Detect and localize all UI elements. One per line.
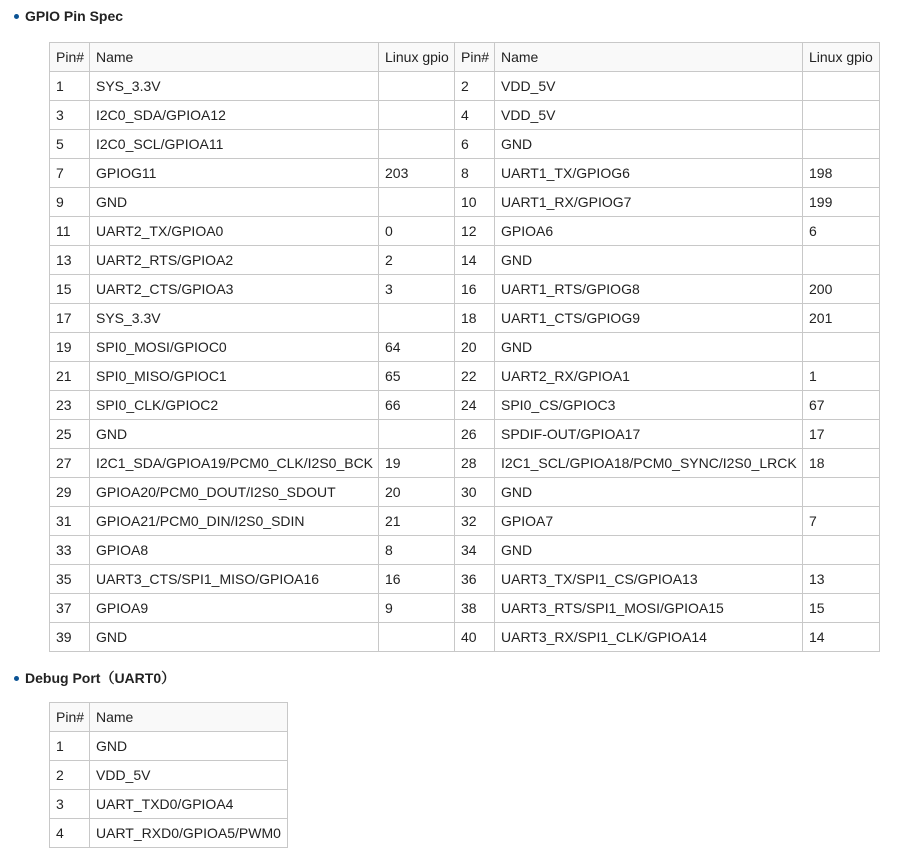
table-row (50, 362, 880, 391)
table-row (50, 623, 880, 652)
linux-gpio-cell: 1 (803, 362, 880, 391)
pin-cell: 4 (50, 819, 90, 848)
name-cell: UART3_CTS/SPI1_MISO/GPIOA16 (90, 565, 379, 594)
linux-gpio-cell: 65 (379, 362, 455, 391)
table-row (50, 159, 880, 188)
pin-cell: 11 (50, 217, 90, 246)
name-cell: SPDIF-OUT/GPIOA17 (495, 420, 803, 449)
header-linux-gpio-right: Linux gpio (803, 43, 880, 72)
name-cell: GND (495, 478, 803, 507)
linux-gpio-cell: 17 (803, 420, 880, 449)
pin-cell: 22 (455, 362, 495, 391)
table-row (50, 246, 880, 275)
linux-gpio-cell (379, 188, 455, 217)
table-row (50, 790, 288, 819)
pin-cell: 33 (50, 536, 90, 565)
name-cell: UART2_RTS/GPIOA2 (90, 246, 379, 275)
debug-heading-text: Debug Port（UART0） (25, 670, 176, 686)
table-row (50, 188, 880, 217)
linux-gpio-cell (379, 72, 455, 101)
linux-gpio-cell: 20 (379, 478, 455, 507)
name-cell: GND (495, 333, 803, 362)
name-cell: UART3_TX/SPI1_CS/GPIOA13 (495, 565, 803, 594)
pin-cell: 4 (455, 101, 495, 130)
header-pin-right: Pin# (455, 43, 495, 72)
linux-gpio-cell: 21 (379, 507, 455, 536)
name-cell: I2C1_SCL/GPIOA18/PCM0_SYNC/I2S0_LRCK (495, 449, 803, 478)
table-row (50, 217, 880, 246)
table-row (50, 72, 880, 101)
linux-gpio-cell: 66 (379, 391, 455, 420)
name-cell: GPIOA21/PCM0_DIN/I2S0_SDIN (90, 507, 379, 536)
pin-cell: 19 (50, 333, 90, 362)
table-row (50, 507, 880, 536)
table-row (50, 275, 880, 304)
pin-cell: 34 (455, 536, 495, 565)
linux-gpio-cell: 15 (803, 594, 880, 623)
linux-gpio-cell (803, 101, 880, 130)
table-row (50, 333, 880, 362)
linux-gpio-cell (379, 623, 455, 652)
name-cell: VDD_5V (90, 761, 288, 790)
pin-cell: 39 (50, 623, 90, 652)
linux-gpio-cell: 19 (379, 449, 455, 478)
table-row (50, 449, 880, 478)
name-cell: UART_RXD0/GPIOA5/PWM0 (90, 819, 288, 848)
table-row (50, 565, 880, 594)
pin-cell: 16 (455, 275, 495, 304)
name-cell: UART2_RX/GPIOA1 (495, 362, 803, 391)
linux-gpio-cell (379, 304, 455, 333)
name-cell: UART3_RTS/SPI1_MOSI/GPIOA15 (495, 594, 803, 623)
name-cell: UART3_RX/SPI1_CLK/GPIOA14 (495, 623, 803, 652)
pin-cell: 3 (50, 790, 90, 819)
pin-cell: 23 (50, 391, 90, 420)
linux-gpio-cell: 201 (803, 304, 880, 333)
name-cell: I2C0_SCL/GPIOA11 (90, 130, 379, 159)
table-row (50, 536, 880, 565)
pin-cell: 2 (50, 761, 90, 790)
name-cell: I2C1_SDA/GPIOA19/PCM0_CLK/I2S0_BCK (90, 449, 379, 478)
pin-cell: 10 (455, 188, 495, 217)
name-cell: SPI0_MOSI/GPIOC0 (90, 333, 379, 362)
pin-cell: 27 (50, 449, 90, 478)
pin-cell: 7 (50, 159, 90, 188)
pin-cell: 35 (50, 565, 90, 594)
linux-gpio-cell (803, 536, 880, 565)
gpio-heading-text: GPIO Pin Spec (25, 8, 124, 24)
table-row (50, 819, 288, 848)
linux-gpio-cell: 203 (379, 159, 455, 188)
name-cell: SPI0_CLK/GPIOC2 (90, 391, 379, 420)
header-linux-gpio-left: Linux gpio (379, 43, 455, 72)
pin-cell: 25 (50, 420, 90, 449)
table-row (50, 391, 880, 420)
name-cell: GPIOG11 (90, 159, 379, 188)
pin-cell: 8 (455, 159, 495, 188)
pin-cell: 28 (455, 449, 495, 478)
name-cell: I2C0_SDA/GPIOA12 (90, 101, 379, 130)
name-cell: UART2_CTS/GPIOA3 (90, 275, 379, 304)
linux-gpio-cell: 6 (803, 217, 880, 246)
pin-cell: 5 (50, 130, 90, 159)
pin-cell: 21 (50, 362, 90, 391)
linux-gpio-cell: 16 (379, 565, 455, 594)
pin-cell: 20 (455, 333, 495, 362)
linux-gpio-cell: 200 (803, 275, 880, 304)
linux-gpio-cell (803, 130, 880, 159)
pin-cell: 3 (50, 101, 90, 130)
linux-gpio-cell (379, 420, 455, 449)
pin-cell: 29 (50, 478, 90, 507)
name-cell: GPIOA9 (90, 594, 379, 623)
pin-cell: 1 (50, 72, 90, 101)
name-cell: SPI0_MISO/GPIOC1 (90, 362, 379, 391)
header-pin-left: Pin# (50, 43, 90, 72)
linux-gpio-cell: 199 (803, 188, 880, 217)
name-cell: UART1_RX/GPIOG7 (495, 188, 803, 217)
pin-cell: 18 (455, 304, 495, 333)
table-row (50, 732, 288, 761)
pin-cell: 15 (50, 275, 90, 304)
name-cell: SYS_3.3V (90, 304, 379, 333)
table-row (50, 594, 880, 623)
linux-gpio-cell (379, 130, 455, 159)
pin-cell: 32 (455, 507, 495, 536)
table-row (50, 130, 880, 159)
linux-gpio-cell: 13 (803, 565, 880, 594)
name-cell: UART1_TX/GPIOG6 (495, 159, 803, 188)
pin-cell: 9 (50, 188, 90, 217)
pin-cell: 30 (455, 478, 495, 507)
pin-cell: 17 (50, 304, 90, 333)
name-cell: VDD_5V (495, 72, 803, 101)
bullet-icon (14, 676, 19, 681)
linux-gpio-cell: 18 (803, 449, 880, 478)
debug-port-table (49, 702, 288, 848)
linux-gpio-cell: 3 (379, 275, 455, 304)
name-cell: UART1_CTS/GPIOG9 (495, 304, 803, 333)
pin-cell: 38 (455, 594, 495, 623)
pin-cell: 24 (455, 391, 495, 420)
linux-gpio-cell (803, 478, 880, 507)
header-name-right: Name (495, 43, 803, 72)
pin-cell: 1 (50, 732, 90, 761)
table-row (50, 101, 880, 130)
pin-cell: 2 (455, 72, 495, 101)
table-row (50, 304, 880, 333)
linux-gpio-cell: 64 (379, 333, 455, 362)
pin-cell: 13 (50, 246, 90, 275)
bullet-icon (14, 14, 19, 19)
gpio-pin-table (49, 42, 880, 652)
linux-gpio-cell: 0 (379, 217, 455, 246)
linux-gpio-cell (803, 72, 880, 101)
pin-cell: 12 (455, 217, 495, 246)
table-header-row (50, 43, 880, 72)
pin-cell: 31 (50, 507, 90, 536)
header-name-left: Name (90, 43, 379, 72)
pin-cell: 6 (455, 130, 495, 159)
name-cell: UART2_TX/GPIOA0 (90, 217, 379, 246)
linux-gpio-cell: 2 (379, 246, 455, 275)
linux-gpio-cell (803, 333, 880, 362)
name-cell: GPIOA8 (90, 536, 379, 565)
table-row (50, 478, 880, 507)
linux-gpio-cell (803, 246, 880, 275)
name-cell: SPI0_CS/GPIOC3 (495, 391, 803, 420)
gpio-section-heading (12, 8, 123, 24)
pin-cell: 26 (455, 420, 495, 449)
linux-gpio-cell: 198 (803, 159, 880, 188)
name-cell: GND (495, 536, 803, 565)
name-cell: VDD_5V (495, 101, 803, 130)
name-cell: GND (90, 623, 379, 652)
linux-gpio-cell: 9 (379, 594, 455, 623)
linux-gpio-cell: 67 (803, 391, 880, 420)
header-pin: Pin# (50, 703, 90, 732)
name-cell: GND (495, 130, 803, 159)
name-cell: GND (90, 420, 379, 449)
pin-cell: 40 (455, 623, 495, 652)
table-row (50, 761, 288, 790)
linux-gpio-cell: 7 (803, 507, 880, 536)
linux-gpio-cell: 14 (803, 623, 880, 652)
name-cell: GPIOA6 (495, 217, 803, 246)
name-cell: SYS_3.3V (90, 72, 379, 101)
pin-cell: 14 (455, 246, 495, 275)
pin-cell: 36 (455, 565, 495, 594)
pin-cell: 37 (50, 594, 90, 623)
name-cell: UART_TXD0/GPIOA4 (90, 790, 288, 819)
name-cell: GND (90, 732, 288, 761)
name-cell: GND (90, 188, 379, 217)
name-cell: UART1_RTS/GPIOG8 (495, 275, 803, 304)
table-header-row (50, 703, 288, 732)
debug-section-heading (12, 668, 175, 688)
header-name: Name (90, 703, 288, 732)
name-cell: GND (495, 246, 803, 275)
name-cell: GPIOA7 (495, 507, 803, 536)
linux-gpio-cell (379, 101, 455, 130)
table-row (50, 420, 880, 449)
name-cell: GPIOA20/PCM0_DOUT/I2S0_SDOUT (90, 478, 379, 507)
linux-gpio-cell: 8 (379, 536, 455, 565)
